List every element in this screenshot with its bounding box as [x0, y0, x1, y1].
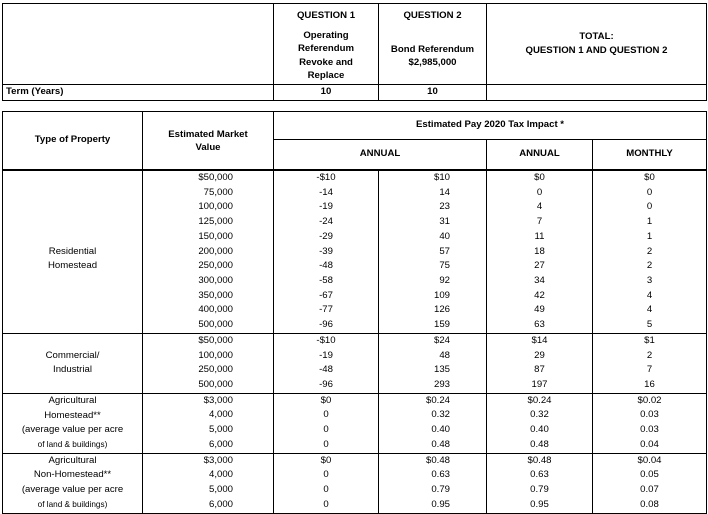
- question-1-impact-cell: -24: [274, 215, 379, 230]
- total-monthly-header: MONTHLY: [593, 140, 707, 170]
- table-row: [3, 333, 707, 348]
- market-value-cell: 5,000: [143, 483, 274, 498]
- property-type-line: [3, 378, 142, 393]
- total-monthly-cell: 2: [593, 349, 707, 364]
- question-1-impact-cell: -$10: [274, 333, 379, 348]
- total-annual-cell: 18: [487, 245, 593, 260]
- total-header: [487, 4, 707, 85]
- total-monthly-cell: $0: [593, 171, 707, 186]
- question-2-impact-cell: 0.48: [379, 438, 487, 453]
- market-value-cell: $50,000: [143, 171, 274, 186]
- total-monthly-cell: $1: [593, 333, 707, 348]
- total-annual-cell: 27: [487, 259, 593, 274]
- question-2-impact-cell: $10: [379, 171, 487, 186]
- question-2-title-line: $2,985,000: [408, 57, 457, 68]
- market-value-cell: 300,000: [143, 274, 274, 289]
- total-monthly-cell: 0.03: [593, 408, 707, 423]
- table-row: [3, 393, 707, 408]
- question-1-impact-cell: 0: [274, 423, 379, 438]
- question-1-impact-cell: -14: [274, 186, 379, 201]
- market-value-cell: $3,000: [143, 453, 274, 468]
- total-monthly-cell: 2: [593, 245, 707, 260]
- total-term-cell: [487, 85, 707, 101]
- total-annual-cell: 49: [487, 303, 593, 318]
- question-2-impact-cell: 92: [379, 274, 487, 289]
- question-2-title-line: Bond Referendum: [390, 43, 475, 55]
- question-1-title-line: Referendum: [298, 43, 354, 54]
- total-monthly-cell: 16: [593, 378, 707, 393]
- question-2-header: [379, 4, 487, 85]
- total-title-line: QUESTION 1 AND QUESTION 2: [525, 44, 668, 56]
- total-annual-cell: $14: [487, 333, 593, 348]
- total-monthly-cell: 1: [593, 230, 707, 245]
- total-monthly-cell: 5: [593, 318, 707, 333]
- property-type-line: of land & buildings): [37, 439, 108, 449]
- question-2-impact-cell: 23: [379, 200, 487, 215]
- total-monthly-cell: 0: [593, 186, 707, 201]
- property-type-line: of land & buildings): [37, 499, 108, 509]
- property-type-line: Homestead**: [44, 409, 101, 421]
- question-2-impact-cell: 48: [379, 349, 487, 364]
- total-annual-cell: 11: [487, 230, 593, 245]
- question-1-impact-cell: -19: [274, 200, 379, 215]
- total-annual-cell: 34: [487, 274, 593, 289]
- question-2-impact-cell: 57: [379, 245, 487, 260]
- question-2-term: 10: [379, 85, 487, 101]
- total-annual-cell: $0.24: [487, 393, 593, 408]
- total-annual-header: ANNUAL: [487, 140, 593, 170]
- question-2-impact-cell: 40: [379, 230, 487, 245]
- question-1-impact-cell: 0: [274, 408, 379, 423]
- total-annual-cell: 4: [487, 200, 593, 215]
- market-value-cell: 4,000: [143, 468, 274, 483]
- question-2-impact-cell: 159: [379, 318, 487, 333]
- market-value-cell: 6,000: [143, 438, 274, 453]
- property-type-line: [3, 171, 142, 186]
- property-type-label: [3, 333, 143, 393]
- question-2-impact-cell: 109: [379, 289, 487, 304]
- property-type-line: Industrial: [53, 364, 92, 376]
- question-2-label: QUESTION 2: [403, 10, 462, 21]
- question-1-impact-cell: -96: [274, 318, 379, 333]
- market-value-cell: 5,000: [143, 423, 274, 438]
- question-1-header: [274, 4, 379, 85]
- property-type-line: Agricultural: [48, 454, 97, 466]
- property-type-line: [3, 200, 142, 215]
- market-value-cell: 6,000: [143, 498, 274, 513]
- question-2-impact-cell: 0.32: [379, 408, 487, 423]
- total-monthly-cell: 0.05: [593, 468, 707, 483]
- total-monthly-cell: $0.04: [593, 453, 707, 468]
- question-1-impact-cell: -48: [274, 363, 379, 378]
- question-2-impact-cell: $24: [379, 333, 487, 348]
- total-annual-cell: $0: [487, 171, 593, 186]
- annual-header: ANNUAL: [274, 140, 487, 170]
- market-value-cell: 200,000: [143, 245, 274, 260]
- question-2-impact-cell: 31: [379, 215, 487, 230]
- total-annual-cell: 87: [487, 363, 593, 378]
- question-1-label: QUESTION 1: [296, 10, 356, 21]
- question-2-impact-cell: 293: [379, 378, 487, 393]
- total-monthly-cell: 4: [593, 303, 707, 318]
- question-1-impact-cell: -19: [274, 349, 379, 364]
- blank-header-cell: [3, 4, 274, 85]
- total-monthly-cell: 0: [593, 200, 707, 215]
- question-1-impact-cell: $0: [274, 393, 379, 408]
- property-type-line: Homestead: [47, 260, 98, 272]
- market-value-cell: 350,000: [143, 289, 274, 304]
- total-monthly-cell: 0.07: [593, 483, 707, 498]
- question-1-impact-cell: -$10: [274, 171, 379, 186]
- total-annual-cell: 0.79: [487, 483, 593, 498]
- market-value-cell: 250,000: [143, 363, 274, 378]
- tax-impact-body: [2, 170, 707, 514]
- market-value-cell: 4,000: [143, 408, 274, 423]
- question-1-impact-cell: -29: [274, 230, 379, 245]
- market-value-cell: 500,000: [143, 378, 274, 393]
- question-2-impact-cell: 75: [379, 259, 487, 274]
- total-monthly-cell: $0.02: [593, 393, 707, 408]
- question-1-impact-cell: -77: [274, 303, 379, 318]
- question-1-impact-cell: -67: [274, 289, 379, 304]
- property-type-label: [3, 453, 143, 513]
- question-2-impact-cell: 135: [379, 363, 487, 378]
- property-type-line: [3, 215, 142, 230]
- market-value-cell: 100,000: [143, 349, 274, 364]
- tax-impact-table: [2, 111, 707, 170]
- question-1-title-line: Revoke and: [299, 56, 353, 68]
- market-value-cell: 150,000: [143, 230, 274, 245]
- total-monthly-cell: 7: [593, 363, 707, 378]
- question-1-impact-cell: 0: [274, 468, 379, 483]
- total-monthly-cell: 3: [593, 274, 707, 289]
- market-value-cell: $3,000: [143, 393, 274, 408]
- question-2-impact-cell: 0.63: [379, 468, 487, 483]
- question-2-impact-cell: 126: [379, 303, 487, 318]
- question-1-title-line: Replace: [307, 70, 345, 81]
- question-1-impact-cell: 0: [274, 483, 379, 498]
- total-monthly-cell: 0.03: [593, 423, 707, 438]
- total-annual-cell: 0.63: [487, 468, 593, 483]
- table-row: [3, 453, 707, 468]
- property-type-line: Agricultural: [48, 394, 97, 406]
- referendum-header-table: [2, 3, 707, 101]
- question-1-impact-cell: 0: [274, 498, 379, 513]
- property-type-line: [3, 186, 142, 201]
- total-monthly-cell: 0.04: [593, 438, 707, 453]
- question-2-impact-cell: 0.95: [379, 498, 487, 513]
- property-type-line: [3, 274, 142, 289]
- question-2-impact-cell: $0.24: [379, 393, 487, 408]
- question-2-impact-cell: 0.79: [379, 483, 487, 498]
- property-type-line: Non-Homestead**: [33, 469, 112, 481]
- term-label: Term (Years): [3, 85, 274, 101]
- total-monthly-cell: 0.08: [593, 498, 707, 513]
- total-monthly-cell: 2: [593, 259, 707, 274]
- question-1-impact-cell: -39: [274, 245, 379, 260]
- total-annual-cell: 63: [487, 318, 593, 333]
- property-type-line: [3, 230, 142, 245]
- property-type-line: (average value per acre: [21, 424, 124, 436]
- total-annual-cell: 0.32: [487, 408, 593, 423]
- property-type-label: [3, 393, 143, 453]
- property-type-line: [3, 303, 142, 318]
- property-type-line: [3, 318, 142, 333]
- market-value-cell: 500,000: [143, 318, 274, 333]
- market-value-cell: 250,000: [143, 259, 274, 274]
- question-1-impact-cell: -58: [274, 274, 379, 289]
- market-value-header-line: Value: [195, 141, 221, 153]
- question-2-impact-cell: 14: [379, 186, 487, 201]
- total-annual-cell: 7: [487, 215, 593, 230]
- total-annual-cell: 0.40: [487, 423, 593, 438]
- question-1-impact-cell: -96: [274, 378, 379, 393]
- table-row: [3, 171, 707, 186]
- total-annual-cell: 0.95: [487, 498, 593, 513]
- property-type-label: [3, 171, 143, 334]
- property-type-line: Commercial/: [45, 349, 100, 361]
- property-type-line: [3, 289, 142, 304]
- question-1-impact-cell: -48: [274, 259, 379, 274]
- total-monthly-cell: 1: [593, 215, 707, 230]
- total-annual-cell: $0.48: [487, 453, 593, 468]
- type-of-property-header: Type of Property: [3, 112, 143, 170]
- property-type-line: [3, 334, 142, 349]
- total-monthly-cell: 4: [593, 289, 707, 304]
- market-value-cell: 100,000: [143, 200, 274, 215]
- market-value-cell: 125,000: [143, 215, 274, 230]
- question-1-term: 10: [274, 85, 379, 101]
- total-annual-cell: 42: [487, 289, 593, 304]
- estimated-market-value-header: [143, 112, 274, 170]
- property-type-line: Residential: [48, 245, 97, 257]
- total-annual-cell: 0.48: [487, 438, 593, 453]
- question-2-impact-cell: $0.48: [379, 453, 487, 468]
- question-1-impact-cell: 0: [274, 438, 379, 453]
- total-annual-cell: 197: [487, 378, 593, 393]
- market-value-header-line: Estimated Market: [168, 128, 248, 140]
- tax-impact-header: Estimated Pay 2020 Tax Impact *: [274, 112, 707, 140]
- property-type-line: (average value per acre: [21, 484, 124, 496]
- question-2-impact-cell: 0.40: [379, 423, 487, 438]
- market-value-cell: 75,000: [143, 186, 274, 201]
- question-1-title-line: Operating: [303, 29, 349, 41]
- total-annual-cell: 29: [487, 349, 593, 364]
- total-annual-cell: 0: [487, 186, 593, 201]
- market-value-cell: 400,000: [143, 303, 274, 318]
- market-value-cell: $50,000: [143, 333, 274, 348]
- question-1-impact-cell: $0: [274, 453, 379, 468]
- total-title-line: TOTAL:: [579, 31, 614, 42]
